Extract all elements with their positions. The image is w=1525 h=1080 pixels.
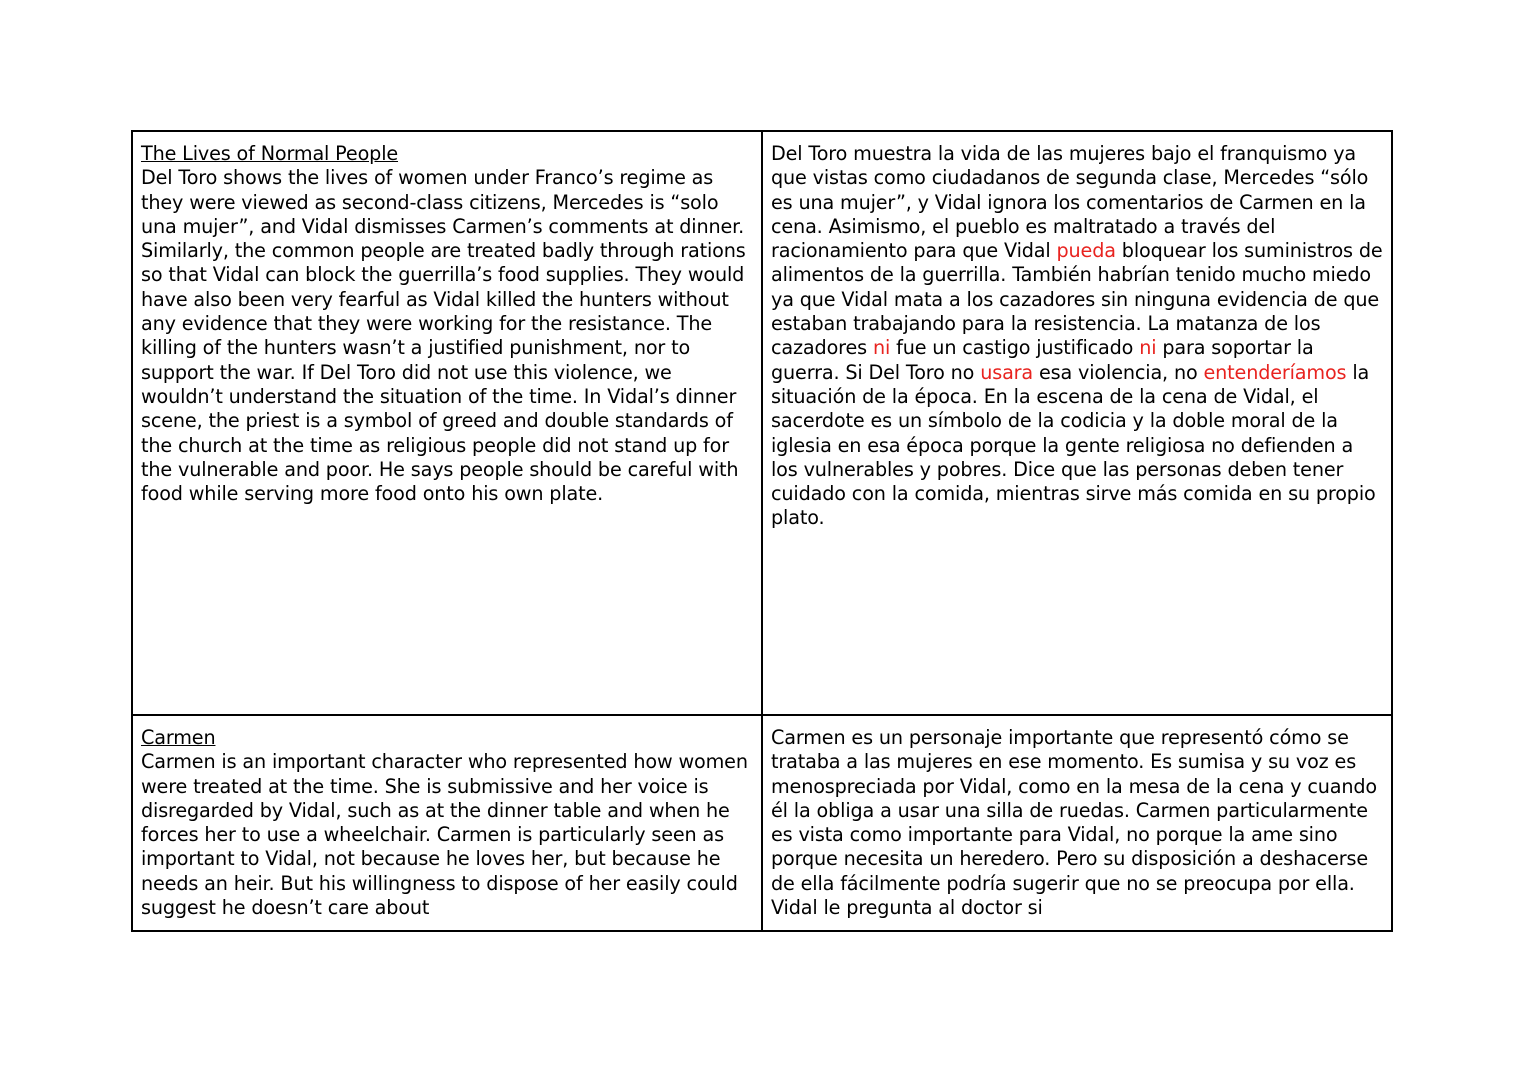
table-row — [132, 715, 1392, 931]
section-heading: Carmen — [141, 726, 216, 749]
highlighted-word: usara — [980, 360, 1034, 384]
spanish-cell-normal-people — [762, 131, 1392, 715]
table-row — [132, 131, 1392, 715]
spanish-text: esa violencia, no — [1033, 360, 1204, 384]
translation-table — [131, 130, 1393, 932]
english-paragraph: Carmen is an important character who represented how women were treated at the time. She is submissive and her voice is disregarded by Vidal, such as at the dinner table and when he forces her to use a wheelchair. Carmen is particularly seen as important to Vidal, not because he loves her, but because he needs an heir. But his willingness to dispose of her easily could suggest he doesn’t care about — [141, 750, 748, 920]
english-paragraph: Del Toro shows the lives of women under Franco’s regime as they were viewed as second-class citizens, Mercedes is “solo una mujer”, and Vidal dismisses Carmen’s comments at dinner. Similarly, the common people are treated badly through rations so that Vidal can block the guerrilla’s food supplies. They would have also been very fearful as Vidal killed the hunters without any evidence that they were working for the resistance. The killing of the hunters wasn’t a justified punishment, nor to support the war. If Del Toro did not use this violence, we wouldn’t understand the situation of the time. In Vidal’s dinner scene, the priest is a symbol of greed and double standards of the church at the time as religious people did not stand up for the vulnerable and poor. He says people should be careful with food while serving more food onto his own plate. — [141, 166, 746, 506]
spanish-text: fue un castigo justificado — [890, 336, 1140, 360]
highlighted-word: ni — [1139, 336, 1157, 360]
english-cell-carmen — [132, 715, 762, 931]
english-cell-normal-people — [132, 131, 762, 715]
highlighted-word: ni — [872, 336, 891, 360]
spanish-text: la situación de la época. En la escena de la cena de Vidal, el sacerdote es un símbolo de la codicia y la doble moral de la iglesia en esa época porque la gente religiosa no defienden a los vulnerables y pobres. Dice que las personas deben tener cuidado con la comida, mientras sirve más comida en su propio plato. — [771, 360, 1376, 530]
spanish-paragraph: Carmen es un personaje importante que representó cómo se trataba a las mujeres en ese momento. Es sumisa y su voz es menospreciada por Vidal, como en la mesa de la cena y cuando él la obliga a usar una silla de ruedas. Carmen particularmente es vista como importante para Vidal, no porque la ame sino porque necesita un heredero. Pero su disposición a deshacerse de ella fácilmente podría sugerir que no se preocupa por ella. Vidal le pregunta al doctor si — [771, 726, 1377, 920]
spanish-text: para soportar la guerra. Si Del Toro no — [771, 336, 1314, 384]
spanish-text: bloquear los suministros de alimentos de la guerrilla. También habrían tenido mucho miedo ya que Vidal mata a los cazadores sin ninguna evidencia de que estaban trabajando para la resistencia. La matanza de los cazadores — [771, 239, 1383, 360]
spanish-text: Del Toro muestra la vida de las mujeres bajo el franquismo ya que vistas como ciudadanos de segunda clase, Mercedes “sólo es una mujer”, y Vidal ignora los comentarios de Carmen en la cena. Asimismo, el pueblo es maltratado a través del racionamiento para que Vidal — [771, 142, 1369, 263]
highlighted-word: entenderíamos — [1203, 360, 1347, 384]
spanish-cell-carmen — [762, 715, 1392, 931]
highlighted-word: pueda — [1056, 239, 1116, 263]
section-heading: The Lives of Normal People — [141, 142, 399, 165]
